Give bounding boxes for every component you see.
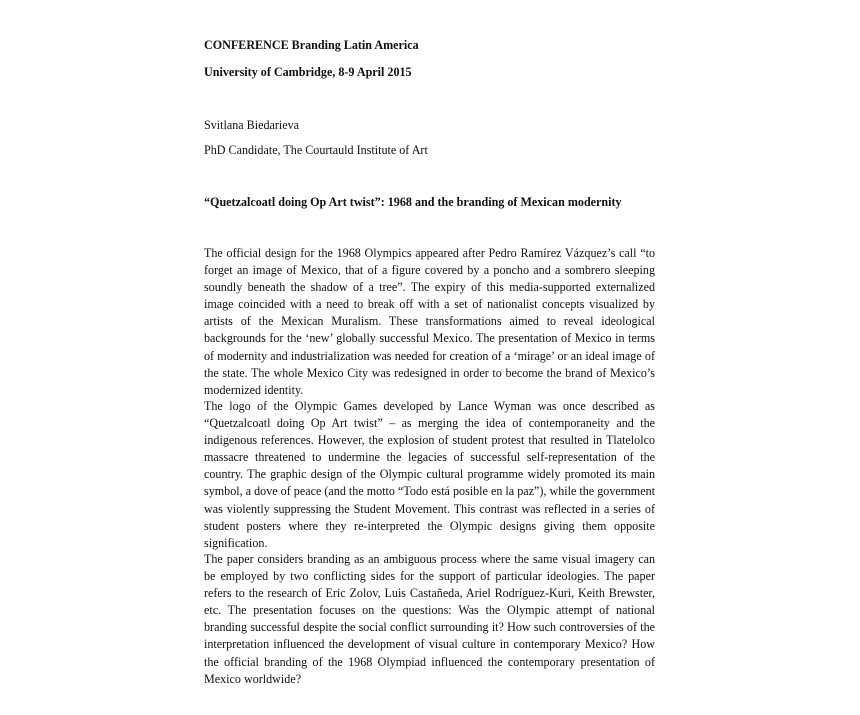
body-paragraph-2: The logo of the Olympic Games developed by Lance Wyman was once described as “Quetzalcoatl doing Op Art twist” – as merging the idea of contemporaneity and the indigenous references. However, the explosion of student protest that resulted in Tlatelolco massacre threatened to undermine the legacies of successful self-representation of the country. The graphic design of the Olympic cultural programme widely promoted its main symbol, a dove of peace (and the motto “Todo está posible en la paz”), while the government was violently suppressing the Student Movement. This contrast was reflected in a series of student posters where they re-interpreted the Olympic designs giving them opposite signification. [204, 399, 655, 550]
author-affiliation: PhD Candidate, The Courtauld Institute of Art [204, 143, 428, 157]
conference-venue: University of Cambridge, 8-9 April 2015 [204, 65, 412, 79]
body-paragraph-1: The official design for the 1968 Olympics appeared after Pedro Ramírez Vázquez’s call “to forget an image of Mexico, that of a figure covered by a poncho and a sombrero sleeping soundly beneath the shadow of a tree”. The expiry of this media-supported externalized image coincided with a need to break off with a set of nationalist concepts visualized by artists of the Mexican Muralism. These transformations aimed to reveal ideological backgrounds for the ‘new’ globally successful Mexico. The presentation of Mexico in terms of modernity and industrialization was needed for creation of a ‘mirage’ or an ideal image of the state. The whole Mexico City was redesigned in order to become the brand of Mexico’s modernized identity. [204, 246, 655, 397]
author-name: Svitlana Biedarieva [204, 118, 300, 132]
conference-heading: CONFERENCE Branding Latin America [204, 38, 419, 52]
paper-title: “Quetzalcoatl doing Op Art twist”: 1968 and the branding of Mexican modernity [204, 195, 622, 209]
body-paragraph-3: The paper considers branding as an ambiguous process where the same visual imagery can be employed by two conflicting sides for the support of particular ideologies. The paper refers to the research of Eric Zolov, Luis Castañeda, Ariel Rodríguez-Kuri, Keith Brewster, etc. The presentation focuses on the questions: Was the Olympic attempt of national branding successful despite the social conflict surrounding it? How such controversies of the interpretation influenced the development of visual culture in contemporary Mexico? How the official branding of the 1968 Olympiad influenced the contemporary presentation of Mexico worldwide? [204, 552, 655, 686]
